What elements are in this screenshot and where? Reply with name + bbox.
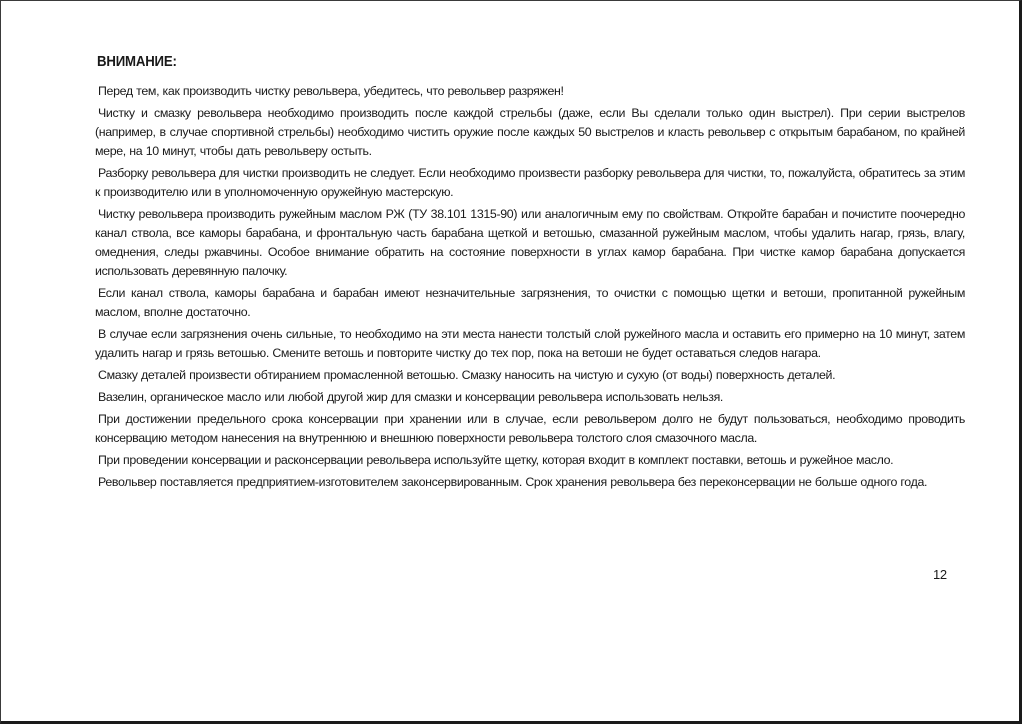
paragraph-lubrication: Смазку деталей произвести обтиранием промасленной ветошью. Смазку наносить на чистую и сухую (от воды) поверхность деталей.: [98, 368, 836, 382]
paragraph-cleaning-oil: Чистку револьвера производить ружейным маслом РЖ (ТУ 38.101 1315-90) или аналогичным ему по свойствам. Откройте барабан и почистите поочередно канал ствола, все каморы барабана, и фронтальную часть барабана щеткой и ветошью, смазанной ружейным маслом, чтобы удалить нагар, грязь, влагу, омеднения, следы ржавчины. Особое внимание обратить на состояние поверхности в углах камор барабана. При чистке камор барабана допускается использовать деревянную палочку.: [95, 207, 965, 278]
paragraph-forbidden-lubricants: Вазелин, органическое масло или любой другой жир для смазки и консервации револьвера использовать нельзя.: [98, 390, 724, 404]
paragraph-shelf-life: Револьвер поставляется предприятием-изготовителем законсервированным. Срок хранения револьвера без переконсервации не больше одного года.: [98, 475, 928, 489]
warning-heading: ВНИМАНИЕ:: [97, 53, 177, 70]
paragraph-heavy-dirt: В случае если загрязнения очень сильные, то необходимо на эти места нанести толстый слой ружейного масла и оставить его примерно на 10 минут, затем удалить нагар и грязь ветошью. Смените ветошь и повторите чистку до тех пор, пока на ветоши не будет оставаться следов нагара.: [95, 327, 965, 360]
paragraph-light-dirt: Если канал ствола, каморы барабана и барабан имеют незначительные загрязнения, то очистки с помощью щетки и ветоши, пропитанной ружейным маслом, вполне достаточно.: [95, 286, 965, 319]
paragraph-disassembly: Разборку револьвера для чистки производить не следует. Если необходимо произвести разборку револьвера для чистки, то, пожалуйста, обратитесь за этим к производителю или в уполномоченную оружейную мастерскую.: [95, 166, 965, 199]
paragraph-preservation-tools: При проведении консервации и расконсервации револьвера используйте щетку, которая входит в комплект поставки, ветошь и ружейное масло.: [98, 453, 894, 467]
page-number: 12: [933, 567, 947, 582]
paragraph-cleaning-frequency: Чистку и смазку револьвера необходимо производить после каждой стрельбы (даже, если Вы сделали только один выстрел). При серии выстрелов (например, в случае спортивной стрельбы) необходимо чистить оружие после каждых 50 выстрелов и класть револьвер с открытым барабаном, по крайней мере, на 10 минут, чтобы дать револьверу остыть.: [95, 106, 965, 158]
paragraph-preservation: При достижении предельного срока консервации при хранении или в случае, если револьвером долго не будут пользоваться, необходимо проводить консервацию методом нанесения на внутреннюю и внешнюю поверхности револьвера толстого слоя смазочного масла.: [95, 412, 965, 445]
paragraph-unload-check: Перед тем, как производить чистку револьвера, убедитесь, что револьвер разряжен!: [98, 84, 564, 98]
page-content: [95, 53, 965, 495]
